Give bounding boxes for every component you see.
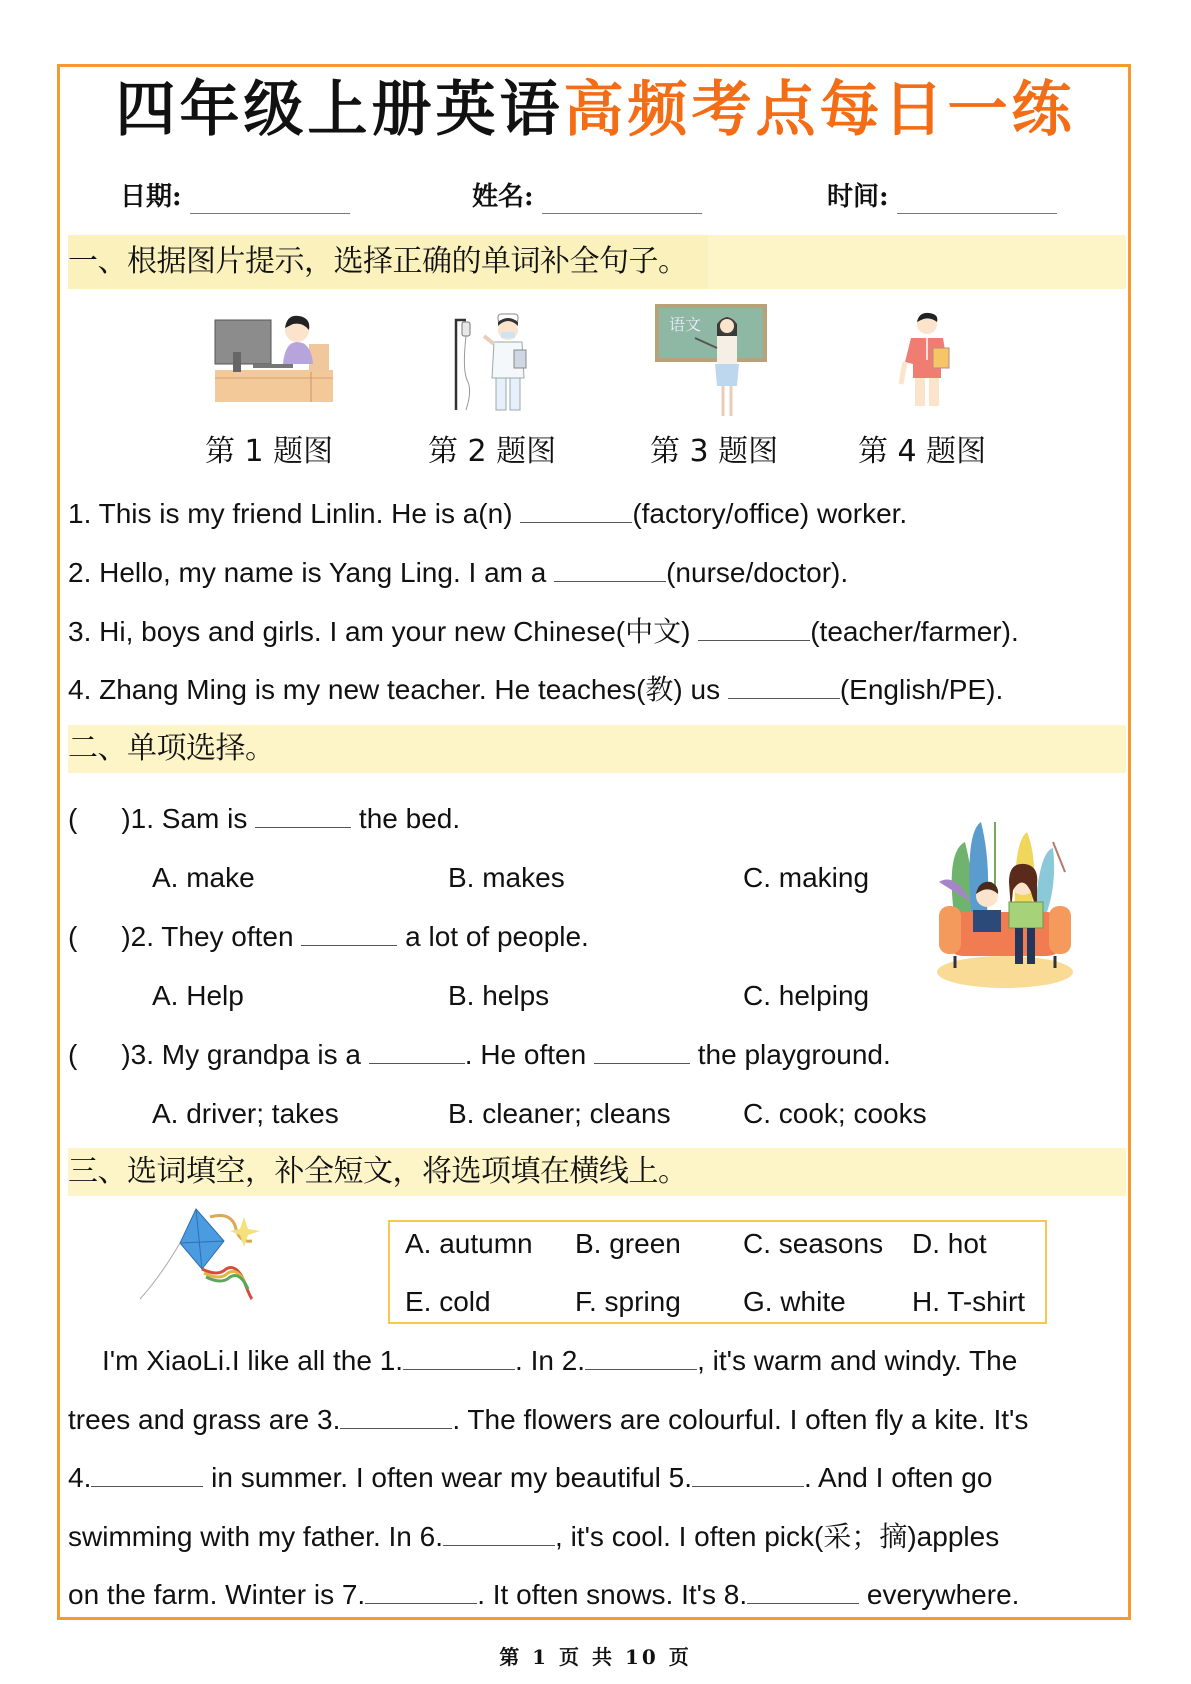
s2-q3-text-mid: . He often: [464, 1039, 594, 1070]
s2-q3-paren: (: [68, 1039, 78, 1070]
s2-q2-blank[interactable]: [301, 921, 397, 946]
office-worker-icon: [213, 312, 335, 404]
passage-text: , it's warm and windy. The: [697, 1345, 1018, 1376]
pe-teacher-icon: [893, 312, 959, 408]
passage-blank-4[interactable]: [91, 1462, 203, 1487]
nurse-icon: [452, 312, 532, 412]
word-option-d: D. hot: [912, 1228, 987, 1259]
title-orange: 高频考点每日一练: [563, 75, 1076, 145]
s2-q2-option-b[interactable]: B. helps: [448, 980, 550, 1011]
date-label: 日期:: [120, 182, 182, 212]
passage-text: I'm XiaoLi.I like all the 1.: [102, 1345, 404, 1376]
passage-text: . It often snows. It's 8.: [477, 1579, 748, 1610]
passage-text: 4.: [68, 1462, 92, 1493]
section2-heading: 二、单项选择。: [68, 731, 275, 766]
word-option-b: B. green: [575, 1228, 681, 1259]
title-black: 四年级上册英语: [115, 75, 564, 145]
s1-q3-text: 3. Hi, boys and girls. I am your new Chinese(中文): [68, 616, 699, 647]
s1-question-4: [68, 672, 1003, 708]
s2-q1-option-b[interactable]: B. makes: [448, 862, 565, 893]
page-number: 第 1 页 共 10 页: [499, 1645, 692, 1669]
s2-question-1: [68, 801, 460, 837]
s1-question-3: [68, 614, 1019, 650]
passage-line-1: [102, 1343, 1017, 1379]
s2-q3-option-b[interactable]: B. cleaner; cleans: [448, 1098, 671, 1129]
s1-q3-hint: (teacher/farmer).: [810, 616, 1019, 647]
passage-text: . The flowers are colourful. I often fly a kite. It's: [452, 1404, 1029, 1435]
date-blank[interactable]: [190, 187, 350, 214]
s1-q2-text: 2. Hello, my name is Yang Ling. I am a: [68, 557, 555, 588]
s2-q2-option-c[interactable]: C. helping: [743, 980, 870, 1011]
passage-line-3: [68, 1460, 992, 1496]
s2-q2-text: )2. They often: [121, 921, 302, 952]
picture-caption-3: 第 3 题图: [650, 434, 779, 469]
s1-question-1: [68, 496, 907, 532]
s2-q2-option-a[interactable]: A. Help: [152, 980, 244, 1011]
s1-q4-text: 4. Zhang Ming is my new teacher. He teaches(教) us: [68, 674, 728, 705]
s1-q1-blank[interactable]: [520, 498, 632, 523]
time-label: 时间:: [827, 182, 889, 212]
s1-q4-hint: (English/PE).: [839, 674, 1004, 705]
passage-text: trees and grass are 3.: [68, 1404, 341, 1435]
s2-q2-answer-slot[interactable]: [77, 922, 121, 946]
s1-question-2: [68, 555, 848, 591]
s2-q3-option-a[interactable]: A. driver; takes: [152, 1098, 339, 1129]
name-field[interactable]: [472, 180, 702, 214]
passage-blank-2[interactable]: [585, 1345, 697, 1370]
picture-caption-1: 第 1 题图: [205, 434, 334, 469]
word-option-h: H. T-shirt: [912, 1286, 1026, 1317]
passage-text: everywhere.: [859, 1579, 1020, 1610]
s2-q3-text: )3. My grandpa is a: [121, 1039, 369, 1070]
picture-caption-2: 第 2 题图: [428, 434, 557, 469]
s2-q3-answer-slot[interactable]: [77, 1040, 121, 1064]
s2-question-3: [68, 1037, 891, 1073]
s1-q1-text: 1. This is my friend Linlin. He is a(n): [68, 498, 521, 529]
s2-q1-blank[interactable]: [255, 803, 351, 828]
s2-question-2: [68, 919, 589, 955]
name-label: 姓名:: [472, 182, 534, 212]
passage-blank-3[interactable]: [340, 1404, 452, 1429]
passage-line-5: [68, 1577, 1019, 1613]
s2-q1-text-end: the bed.: [351, 803, 461, 834]
passage-line-4: [68, 1519, 999, 1555]
passage-blank-1[interactable]: [403, 1345, 515, 1370]
time-blank[interactable]: [897, 187, 1057, 214]
s1-q3-blank[interactable]: [698, 616, 810, 641]
kite-icon: [140, 1207, 290, 1307]
s1-q2-blank[interactable]: [554, 557, 666, 582]
s2-q3-option-c[interactable]: C. cook; cooks: [743, 1098, 927, 1129]
s1-q1-hint: (factory/office) worker.: [632, 498, 908, 529]
passage-blank-7[interactable]: [365, 1579, 477, 1604]
word-option-e: E. cold: [405, 1286, 491, 1317]
passage-text: swimming with my father. In 6.: [68, 1521, 444, 1552]
s1-q4-blank[interactable]: [728, 674, 840, 699]
passage-blank-5[interactable]: [692, 1462, 804, 1487]
s2-q3-blank-1[interactable]: [369, 1039, 465, 1064]
passage-line-2: [68, 1402, 1028, 1438]
passage-text: in summer. I often wear my beautiful 5.: [203, 1462, 693, 1493]
passage-text: , it's cool. I often pick(采；摘)apples: [555, 1521, 1000, 1552]
s2-q1-paren: (: [68, 803, 78, 834]
s2-q3-text-end: the playground.: [689, 1039, 891, 1070]
s2-q1-answer-slot[interactable]: [77, 804, 121, 828]
passage-text: on the farm. Winter is 7.: [68, 1579, 366, 1610]
s1-q2-hint: (nurse/doctor).: [666, 557, 849, 588]
s2-q2-paren: (: [68, 921, 78, 952]
section1-heading: 一、根据图片提示，选择正确的单词补全句子。: [68, 244, 688, 279]
passage-text: . And I often go: [804, 1462, 993, 1493]
s2-q1-option-c[interactable]: C. making: [743, 862, 870, 893]
passage-blank-6[interactable]: [443, 1521, 555, 1546]
s2-q1-text: )1. Sam is: [121, 803, 256, 834]
word-option-c: C. seasons: [743, 1228, 884, 1259]
picture-caption-4: 第 4 题图: [858, 434, 987, 469]
section3-heading: 三、选词填空，补全短文，将选项填在横线上。: [68, 1154, 688, 1189]
word-option-a: A. autumn: [405, 1228, 533, 1259]
teacher-icon: [655, 304, 767, 420]
reading-family-icon: [935, 812, 1085, 992]
s2-q1-option-a[interactable]: A. make: [152, 862, 255, 893]
time-field[interactable]: [827, 180, 1057, 214]
word-option-f: F. spring: [575, 1286, 681, 1317]
svg-text:语文: 语文: [669, 315, 702, 334]
passage-text: . In 2.: [515, 1345, 586, 1376]
passage-blank-8[interactable]: [747, 1579, 859, 1604]
word-option-g: G. white: [743, 1286, 846, 1317]
s2-q3-blank-2[interactable]: [594, 1039, 690, 1064]
name-blank[interactable]: [542, 187, 702, 214]
page-title: [0, 74, 1191, 146]
date-field[interactable]: [120, 180, 350, 214]
s2-q2-text-end: a lot of people.: [397, 921, 589, 952]
